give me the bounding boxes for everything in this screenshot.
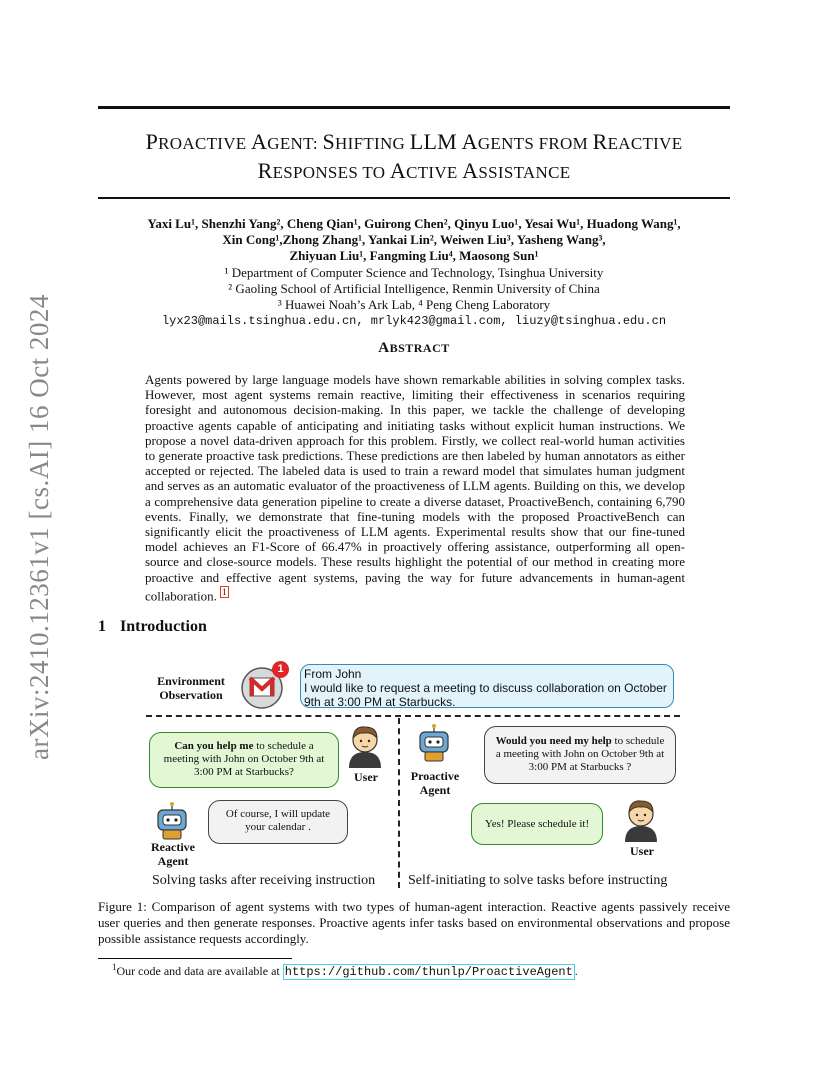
reactive-agent-label: Reactive Agent [151, 840, 195, 868]
proactive-question-bubble: Would you need my help to schedule a meeting with John on October 9th at 3:00 PM at Starbucks ? [484, 726, 676, 784]
figure-divider-horizontal [146, 715, 680, 717]
figure-divider-vertical [398, 718, 400, 888]
author-line: Xin Cong¹,Zhong Zhang¹, Yankai Lin², Weiwen Liu³, Yasheng Wang³, [222, 232, 606, 247]
footnote: $^1$Our code and data are available at https://github.com/thunlp/ProactiveAgent . [112, 962, 578, 979]
author-list [98, 216, 730, 264]
code-link[interactable]: https://github.com/thunlp/ProactiveAgent [284, 965, 573, 979]
proactive-agent-robot-icon [414, 722, 454, 762]
user-request-bubble: Can you help me to schedule a meeting with John on October 9th at 3:00 PM at Starbucks? [149, 732, 339, 788]
user-reply-bubble: Yes! Please schedule it! [471, 803, 603, 845]
author-line: Zhiyuan Liu¹, Fangming Liu⁴, Maosong Sun¹ [289, 248, 539, 263]
user-label: User [354, 770, 378, 784]
footnote-rule [98, 958, 292, 959]
abstract-text: Agents powered by large language models have shown remarkable abilities in solving complex tasks. However, most agent systems remain reactive, limiting their effectiveness in scenarios requiring foresight and autonomous decision-making. In this paper, we tackle the challenge of developing proactive agents capable of anticipating and initiating tasks without explicit human instructions. We propose a novel data-driven approach for this problem. Firstly, we collect real-world human activities to generate proactive task predictions. These predictions are then labeled by human annotators as either accepted or rejected. The labeled data is used to train a reward model that simulates human judgment and serves as an automatic evaluator of the proactiveness of LLM agents. Building on this, we develop a comprehensive data generation pipeline to create a diverse dataset, ProactiveBench, containing 6,790 events. Finally, we demonstrate that fine-tuning models with the proposed ProactiveBench can significantly elicit the proactiveness of LLM agents. Experimental results show that our fine-tuned model achieves an F1-Score of 66.47% in proactively offering assistance, outperforming all open-source and close-source models. These results highlight the potential of our method in creating more proactive and effective agent systems, paving the way for future advancements in human-agent collaboration. $^1$ [145, 372, 685, 604]
paper-title: PROACTIVE AGENT: SHIFTING LLM AGENTS FROM REACTIVE RESPONSES TO ACTIVE ASSISTANCE [145, 129, 683, 183]
footnote-link[interactable]: 1 [222, 586, 227, 597]
title-bottom-rule [98, 197, 730, 199]
proactive-caption: Self-initiating to solve tasks before instructing [408, 873, 668, 888]
affiliation: ¹ Department of Computer Science and Technology, Tsinghua University [224, 265, 604, 280]
reactive-caption: Solving tasks after receiving instruction [152, 873, 376, 888]
figure-caption: Figure 1: Comparison of agent systems with two types of human-agent interaction. Reactive agents passively receive user queries and then generate responses. Proactive agents infer tasks based on environmental observations and propose possible assistance requests accordingly. [98, 899, 730, 946]
author-line: Yaxi Lu¹, Shenzhi Yang², Cheng Qian¹, Guirong Chen², Qinyu Luo¹, Yesai Wu¹, Huadong Wang¹, [147, 216, 681, 231]
user-avatar-icon [622, 796, 660, 842]
user-label: User [630, 844, 654, 858]
reactive-reply-bubble: Of course, I will update your calendar . [208, 800, 348, 844]
notification-badge: 1 [272, 661, 289, 678]
author-emails: lyx23@mails.tsinghua.edu.cn, mrlyk423@gmail.com, liuzy@tsinghua.edu.cn [161, 314, 667, 328]
section-heading: 1 Introduction [98, 618, 207, 635]
arxiv-stamp: arXiv:2410.12361v1 [cs.AI] 16 Oct 2024 [24, 294, 54, 760]
abstract-heading: ABSTRACT [378, 340, 450, 356]
user-avatar-icon [346, 722, 384, 768]
affiliation: ³ Huawei Noah’s Ark Lab, ⁴ Peng Cheng Laboratory [277, 297, 551, 312]
affiliation: ² Gaoling School of Artificial Intelligence, Renmin University of China [228, 281, 600, 296]
observation-message: From John I would like to request a meeting to discuss collaboration on October 9th at 3:00 PM at Starbucks. [300, 664, 674, 708]
title-top-rule [98, 106, 730, 109]
proactive-agent-label: Proactive Agent [410, 769, 460, 797]
environment-observation-label: Environment Observation [157, 674, 225, 702]
reactive-agent-robot-icon [152, 800, 192, 840]
